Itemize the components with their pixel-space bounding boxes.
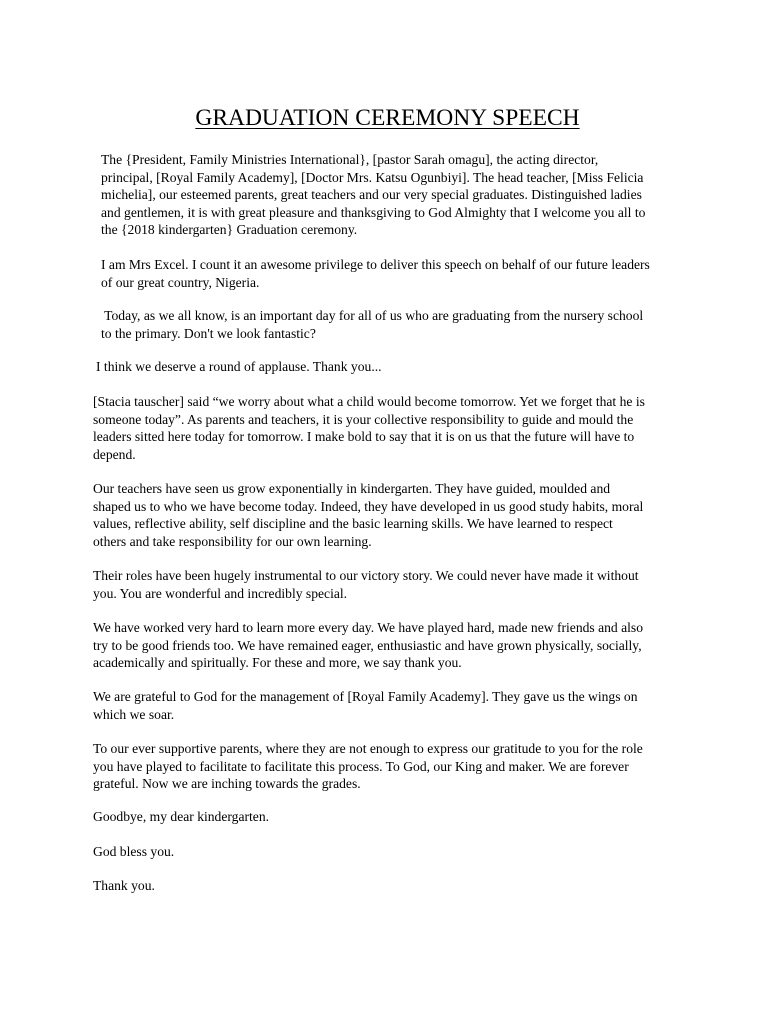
paragraph-quote: [Stacia tauscher] said “we worry about what a child would become tomorrow. Yet we forget that he is someone today”. As parents and teachers, it is your collective responsibility to guide and mould the leaders sitted here today for tomorrow. I make bold to say that it is on us that the future will have to depend. <box>93 394 645 462</box>
paragraph-roles: Their roles have been hugely instrumental to our victory story. We could never have made it without you. You are wonderful and incredibly special. <box>93 568 639 601</box>
paragraph-welcome: The {President, Family Ministries International}, [pastor Sarah omagu], the acting director, principal, [Royal Family Academy], [Doctor Mrs. Katsu Ogunbiyi]. The head teacher, [Miss Felicia michelia], our esteemed parents, great teachers and our very special graduates. Distinguished ladies and gentlemen, it is with great pleasure and thanksgiving to God Almighty that I welcome you all to the {2018 kindergarten} Graduation ceremony. <box>101 152 646 237</box>
paragraph-hard-work: We have worked very hard to learn more every day. We have played hard, made new friends and also try to be good friends too. We have remained eager, enthusiastic and have grown physically, socially, academically and spiritually. For these and more, we say thank you. <box>93 620 644 670</box>
paragraph-teachers: Our teachers have seen us grow exponentially in kindergarten. They have guided, moulded and shaped us to who we have become today. Indeed, they have developed in us good study habits, moral values, reflective ability, self discipline and the basic learning skills. We have learned to respect others and take responsibility for our own learning. <box>93 481 644 549</box>
paragraph-today: Today, as we all know, is an important day for all of us who are graduating from the nursery school to the primary. Don't we look fantastic? <box>101 308 644 341</box>
paragraph-blessing: God bless you. <box>93 844 175 859</box>
document-title: GRADUATION CEREMONY SPEECH <box>195 105 580 131</box>
paragraph-applause: I think we deserve a round of applause. Thank you... <box>96 359 382 374</box>
paragraph-introduction: I am Mrs Excel. I count it an awesome privilege to deliver this speech on behalf of our future leaders of our great country, Nigeria. <box>101 257 650 290</box>
paragraph-management: We are grateful to God for the management of [Royal Family Academy]. They gave us the wings on which we soar. <box>93 689 638 722</box>
paragraph-goodbye: Goodbye, my dear kindergarten. <box>93 809 270 824</box>
paragraph-parents: To our ever supportive parents, where they are not enough to express our gratitude to you for the role you have played to facilitate to facilitate this process. To God, our King and maker. We are forever grateful. Now we are inching towards the grades. <box>93 741 643 791</box>
paragraph-thanks: Thank you. <box>93 878 155 893</box>
